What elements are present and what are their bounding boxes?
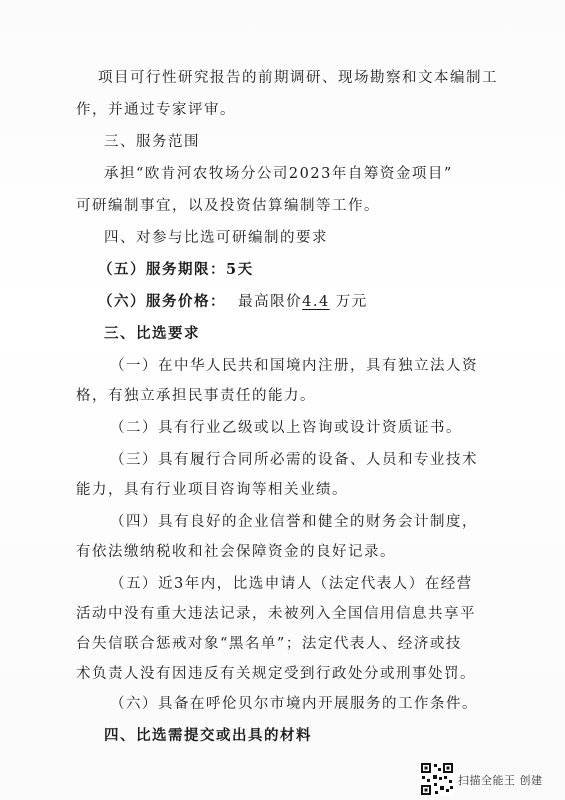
service-period: （五）服务期限：5天: [98, 261, 254, 278]
section-heading: 四、对参与比选可研编制的要求: [104, 230, 328, 246]
paragraph-line: 术负责人没有因违反有关规定受到行政处分或刑事处罚。: [76, 666, 476, 682]
section-heading: 四、比选需提交或出具的材料: [104, 727, 312, 744]
paragraph-line: （六）具备在呼伦贝尔市境内开展服务的工作条件。: [110, 696, 478, 712]
price-value: 4.4: [302, 294, 330, 310]
paragraph-line: 承担“欧肯河农牧场分公司2023年自筹资金项目”: [104, 166, 453, 182]
paragraph-line: （三）具有履行合同所必需的设备、人员和专业技术: [110, 452, 478, 468]
service-price-line: [98, 292, 368, 312]
paragraph-line: （二）具有行业乙级或以上咨询或设计资质证书。: [110, 420, 462, 436]
paragraph-line: 活动中没有重大违法记录，未被列入全国信用信息共享平: [76, 606, 476, 622]
paragraph-line: 能力，具有行业项目咨询等相关业绩。: [76, 482, 348, 498]
qr-code-icon: [420, 762, 454, 796]
paragraph-line: 有依法缴纳税收和社会保障资金的良好记录。: [76, 544, 396, 560]
paragraph-line: 项目可行性研究报告的前期调研、现场勘察和文本编制工: [98, 70, 498, 86]
paragraph-line: 格，有独立承担民事责任的能力。: [76, 388, 316, 404]
paragraph-line: 作，并通过专家评审。: [76, 102, 236, 118]
price-unit: 万元: [335, 294, 368, 310]
paragraph-line: 台失信联合惩戒对象“黑名单”；法定代表人、经济或技: [76, 636, 462, 652]
price-prefix: 最高限价: [238, 294, 303, 310]
section-heading: 三、服务范围: [104, 134, 200, 150]
service-price-label: （六）服务价格：: [98, 293, 226, 310]
paragraph-line: （五）近3年内，比选申请人（法定代表人）在经营: [110, 576, 473, 592]
scanner-watermark-text: 扫描全能王 创建: [458, 774, 543, 787]
section-heading: 三、比选要求: [104, 325, 200, 342]
paragraph-line: （一）在中华人民共和国境内注册，具有独立法人资: [110, 358, 478, 374]
paragraph-line: （四）具有良好的企业信誉和健全的财务会计制度，: [110, 514, 478, 530]
paragraph-line: 可研编制事宜，以及投资估算编制等工作。: [76, 198, 380, 214]
